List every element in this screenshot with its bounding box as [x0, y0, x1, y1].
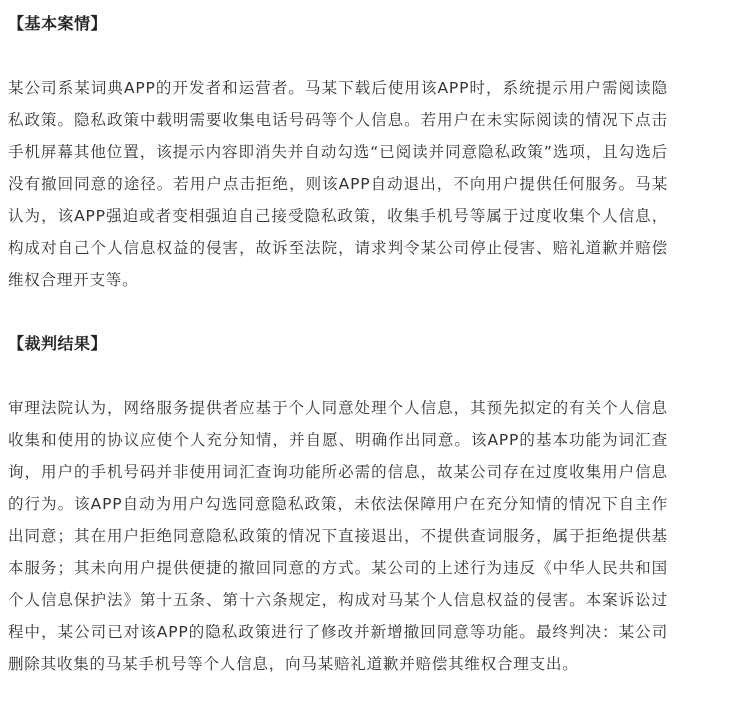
spacer [8, 296, 747, 328]
section-heading-judgment-result: 【裁判结果】 [8, 334, 108, 353]
basic-facts-paragraph: 某公司系某词典APP的开发者和运营者。马某下载后使用该APP时，系统提示用户需阅读隐私政策。隐私政策中载明需要收集电话号码等个人信息。若用户在未实际阅读的情况下点击手机屏幕其他位置，该提示内容即消失并自动勾选“已阅读并同意隐私政策”选项，且勾选后没有撤回同意的途径。若用户点击拒绝，则该APP自动退出，不向用户提供任何服务。马某认为，该APP强迫或者变相强迫自己接受隐私政策，收集手机号等属于过度收集个人信息，构成对自己个人信息权益的侵害，故诉至法院，请求判令某公司停止侵害、赔礼道歉并赔偿维权合理开支等。 [8, 79, 668, 289]
spacer [8, 40, 747, 72]
section-heading-basic-facts: 【基本案情】 [8, 14, 108, 33]
judgment-result-paragraph: 审理法院认为，网络服务提供者应基于个人同意处理个人信息，其预先拟定的有关个人信息收集和使用的协议应使个人充分知情，并自愿、明确作出同意。该APP的基本功能为词汇查询，用户的手机号码并非使用词汇查询功能所必需的信息，故某公司存在过度收集用户信息的行为。该APP自动为用户勾选同意隐私政策，未依法保障用户在充分知情的情况下自主作出同意；其在用户拒绝同意隐私政策的情况下直接退出，不提供查词服务，属于拒绝提供基本服务；其未向用户提供便捷的撤回同意的方式。某公司的上述行为违反《中华人民共和国个人信息保护法》第十五条、第十六条规定，构成对马某个人信息权益的侵害。本案诉讼过程中，某公司已对该APP的隐私政策进行了修改并新增撤回同意等功能。最终判决：某公司删除其收集的马某手机号等个人信息，向马某赔礼道歉并赔偿其维权合理支出。 [8, 399, 668, 673]
spacer [8, 360, 747, 392]
